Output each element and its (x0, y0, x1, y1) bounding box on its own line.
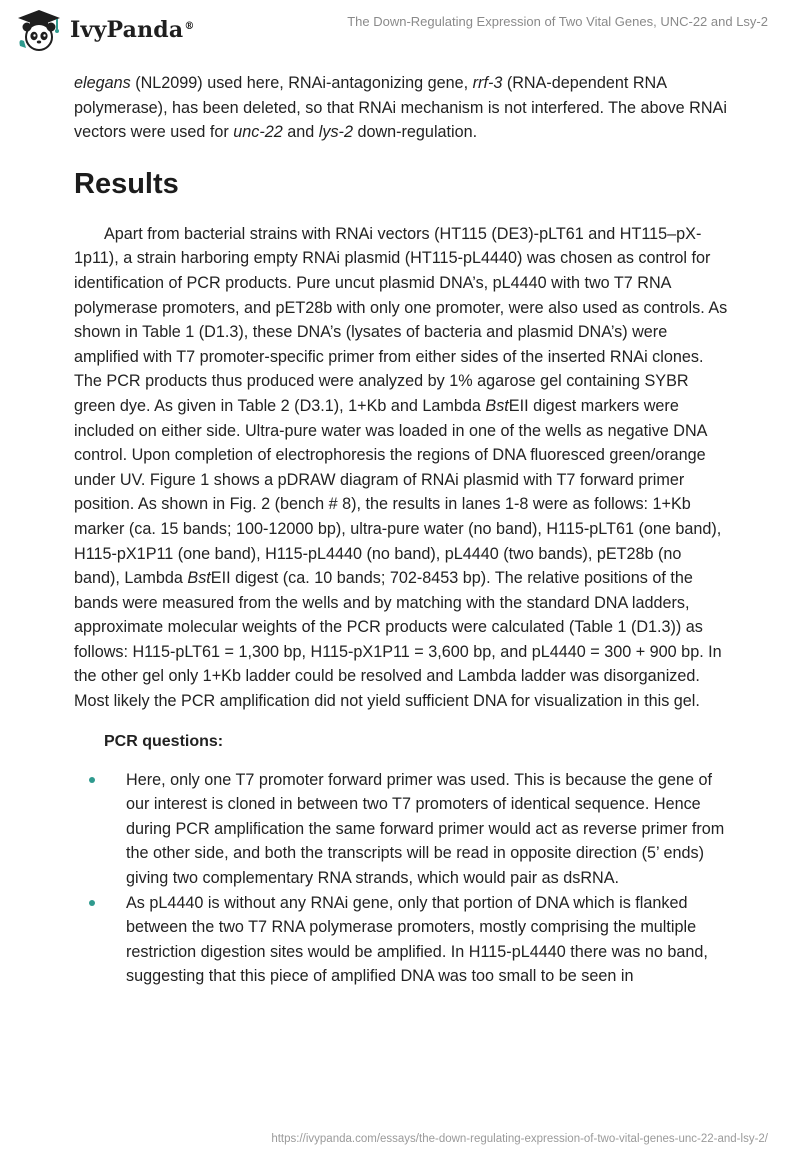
running-title: The Down-Regulating Expression of Two Vital Genes, UNC-22 and Lsy-2 (347, 14, 768, 29)
page-header (0, 0, 800, 62)
results-heading: Results (74, 167, 179, 200)
panda-graduate-icon (14, 8, 64, 52)
bullet-icon (89, 900, 95, 906)
document-body (74, 71, 730, 989)
source-url[interactable]: https://ivypanda.com/essays/the-down-regulating-expression-of-two-vital-genes-unc-22-and-lsy-2/ (271, 1133, 768, 1145)
intro-paragraph: elegans (NL2099) used here, RNAi-antagonizing gene, rrf-3 (RNA-dependent RNA polymerase), has been deleted, so that RNAi mechanism is not interfered. The above RNAi vectors were used for unc-22 and lys-2 down-regulation. (74, 74, 727, 142)
pcr-questions-heading: PCR questions: (104, 732, 224, 750)
logo-wordmark: IvyPanda® (70, 17, 195, 43)
site-logo[interactable] (14, 8, 195, 52)
bullet-icon (89, 777, 95, 783)
results-paragraph: Apart from bacterial strains with RNAi vectors (HT115 (DE3)-pLT61 and HT115–pX-1p11), a strain harboring empty RNAi plasmid (HT115-pL4440) was chosen as control for identification of PCR products. Pure uncut plasmid DNA’s, pL4440 with two T7 RNA polymerase promoters, and pET28b with only one promoter, were also used as controls. As shown in Table 1 (D1.3), these DNA’s (lysates of bacteria and plasmid DNA’s) were amplified with T7 promoter-specific primer from either sides of the inserted RNAi clones. The PCR products thus produced were analyzed by 1% agarose gel containing SYBR green dye. As given in Table 2 (D3.1), 1+Kb and Lambda BstEII digest markers were included on either side. Ultra-pure water was loaded in one of the wells as negative DNA control. Upon completion of electrophoresis the regions of DNA fluoresced green/orange under UV. Figure 1 shows a pDRAW diagram of RNAi plasmid with T7 forward primer position. As shown in Fig. 2 (bench # 8), the results in lanes 1-8 were as follows: 1+Kb marker (ca. 15 bands; 100-12000 bp), ultra-pure water (no band), H115-pLT61 (one band), H115-pX1P11 (one band), H115-pL4440 (no band), pL4440 (two bands), pET28b (no band), Lambda BstEII digest (ca. 10 bands; 702-8453 bp). The relative positions of the bands were measured from the wells and by matching with the standard DNA ladders, approximate molecular weights of the PCR products were calculated (Table 1 (D1.3)) as follows: H115-pLT61 = 1,300 bp, H115-pX1P11 = 3,600 bp, and pL4440 = 300 + 900 bp. In the other gel only 1+Kb ladder could be resolved and Lambda ladder was disorganized. Most likely the PCR amplification did not yield sufficient DNA for visualization in this gel. (74, 224, 728, 711)
pcr-questions-list (74, 768, 730, 989)
list-item: As pL4440 is without any RNAi gene, only that portion of DNA which is flanked between the two T7 RNA polymerase promoters, mostly comprising the multiple restriction digestion sites would be amplified. In H115-pL4440 there was no band, suggesting that this piece of amplified DNA was too small to be seen in (74, 891, 730, 989)
list-item: Here, only one T7 promoter forward primer was used. This is because the gene of our interest is cloned in between two T7 promoters of identical sequence. Hence during PCR amplification the same forward primer would act as reverse primer from the other side, and both the transcripts will be read in opposite direction (5’ ends) giving two complementary RNA strands, which would pair as dsRNA. (74, 768, 730, 891)
